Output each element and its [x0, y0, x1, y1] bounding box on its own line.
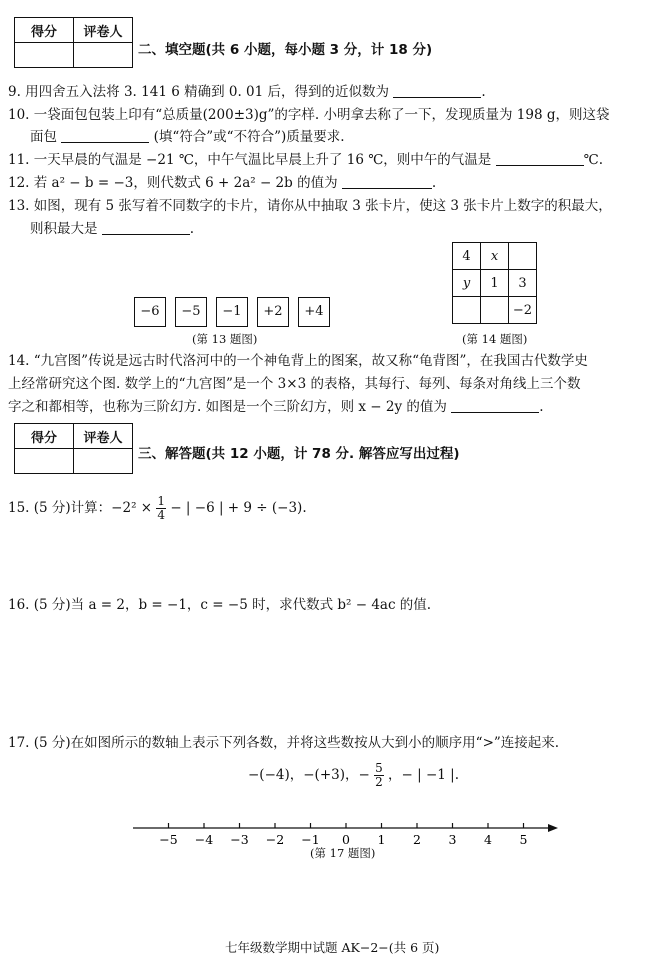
- q17-list-end: ，− | −1 |.: [388, 767, 460, 783]
- question-14-line1: 14. “九宫图”传说是远古时代洛河中的一个神龟背上的图案，故又称“龟背图”，在我国古代数学史: [8, 353, 588, 369]
- question-13-line1: 13. 如图，现有 5 张写着不同数字的卡片，请你从中抽取 3 张卡片，使这 3 张卡片上数字的积最大，: [8, 198, 612, 214]
- q10-answer-blank[interactable]: [61, 128, 149, 143]
- grader-cell: [74, 449, 133, 474]
- grader-label: 评卷人: [74, 18, 133, 43]
- question-9: [8, 83, 486, 101]
- section2-title: 二、填空题(共 6 小题，每小题 3 分，计 18 分): [138, 42, 433, 58]
- question-10-line1: 10. 一袋面包包装上印有“总质量(200±3)g”的字样. 小明拿去称了一下，发现质量为 198 g，则这袋: [8, 107, 610, 123]
- question-14-line3: [8, 398, 543, 416]
- arrow-right-icon: [548, 824, 558, 832]
- magic-cell: 3: [509, 270, 537, 297]
- number-card: −5: [175, 297, 207, 327]
- q12-end: .: [431, 175, 437, 191]
- fraction-denominator: 4: [157, 508, 166, 522]
- q15-end: − | −6 | + 9 ÷ (−3).: [170, 500, 307, 516]
- score-cell: [15, 449, 74, 474]
- q13-answer-blank[interactable]: [102, 220, 190, 235]
- number-line-tick-label: −4: [194, 832, 214, 847]
- number-line-tick-label: 0: [342, 832, 350, 847]
- number-line-tick-label: 3: [448, 832, 457, 847]
- magic-cell: [453, 297, 481, 324]
- q9-text: 9. 用四舍五入法将 3. 141 6 精确到 0. 01 后，得到的近似数为: [8, 84, 390, 100]
- magic-cell: [481, 297, 509, 324]
- q12-text: 12. 若 a² − b = −3，则代数式 6 + 2a² − 2b 的值为: [8, 175, 338, 191]
- q14-end: .: [539, 399, 544, 415]
- q14-answer-blank[interactable]: [451, 398, 539, 413]
- question-12: [8, 174, 436, 192]
- q11-answer-blank[interactable]: [496, 151, 584, 166]
- number-line-tick-label: −1: [301, 832, 320, 847]
- figure-14-caption: (第 14 题图): [462, 332, 528, 346]
- q11-text: 11. 一天早晨的气温是 −21 ℃，中午气温比早晨上升了 16 ℃，则中午的气温是: [8, 152, 492, 168]
- question-13-line2: [30, 220, 194, 238]
- q12-answer-blank[interactable]: [342, 174, 432, 189]
- score-box-section2: [14, 17, 133, 68]
- score-label: 得分: [15, 18, 74, 43]
- grader-label: 评卷人: [74, 424, 133, 449]
- q13-start: 则积最大是: [30, 221, 98, 237]
- score-cell: [15, 43, 74, 68]
- q17-fraction: [374, 762, 384, 789]
- magic-cell: −2: [509, 297, 537, 324]
- number-line-tick-label: −5: [159, 832, 178, 847]
- q17-number-list: [248, 762, 459, 789]
- page-footer: 七年级数学期中试题 AK−2−(共 6 页): [225, 940, 440, 955]
- q10-end: (填“符合”或“不符合”)质量要求.: [153, 129, 345, 145]
- question-11: [8, 151, 603, 169]
- magic-cell: x: [481, 243, 509, 270]
- number-card: −1: [216, 297, 248, 327]
- question-15: [8, 495, 307, 522]
- number-card: +4: [298, 297, 330, 327]
- q9-answer-blank[interactable]: [393, 83, 481, 98]
- grader-cell: [74, 43, 133, 68]
- figure-13-caption: (第 13 题图): [192, 332, 258, 346]
- question-14-line2: 上经常研究这个图. 数学上的“九宫图”是一个 3×3 的表格，其每行、每列、每条对角线上三个数: [8, 376, 581, 392]
- q10-start: 面包: [30, 129, 57, 145]
- score-box-section3: [14, 423, 133, 474]
- q17-list-start: −(−4)，−(+3)，−: [248, 767, 370, 783]
- magic-cell: 4: [453, 243, 481, 270]
- question-17: 17. (5 分)在如图所示的数轴上表示下列各数，并将这些数按从大到小的顺序用“>”连接起来.: [8, 735, 560, 751]
- number-line-tick-label: 1: [377, 832, 386, 847]
- section3-title: 三、解答题(共 12 小题，计 78 分. 解答应写出过程): [138, 446, 460, 462]
- magic-cell: [509, 243, 537, 270]
- figure-17-caption: (第 17 题图): [310, 846, 376, 860]
- magic-cell: y: [453, 270, 481, 297]
- question-10-line2: [30, 128, 345, 146]
- q9-end: .: [481, 84, 486, 100]
- fraction-denominator: 2: [375, 775, 383, 789]
- number-card: +2: [257, 297, 289, 327]
- fraction-numerator: 5: [375, 761, 383, 775]
- number-line-tick-label: 5: [519, 832, 528, 847]
- question-16: 16. (5 分)当 a = 2，b = −1，c = −5 时，求代数式 b² − 4ac 的值.: [8, 597, 432, 613]
- fraction-numerator: 1: [157, 494, 166, 508]
- magic-cell: 1: [481, 270, 509, 297]
- number-line-tick-label: 4: [484, 832, 492, 847]
- magic-square: [452, 242, 537, 324]
- q14-text: 字之和都相等，也称为三阶幻方. 如图是一个三阶幻方，则 x − 2y 的值为: [8, 399, 447, 415]
- q11-end: ℃.: [583, 152, 603, 168]
- q13-end: .: [189, 221, 195, 237]
- q15-fraction: [156, 495, 166, 522]
- number-card: −6: [134, 297, 166, 327]
- number-line-tick-label: 2: [413, 832, 421, 847]
- q15-start: 15. (5 分)计算：−2² ×: [8, 500, 153, 516]
- score-label: 得分: [15, 424, 74, 449]
- number-line-tick-label: −3: [230, 832, 249, 847]
- number-line-tick-label: −2: [265, 832, 285, 847]
